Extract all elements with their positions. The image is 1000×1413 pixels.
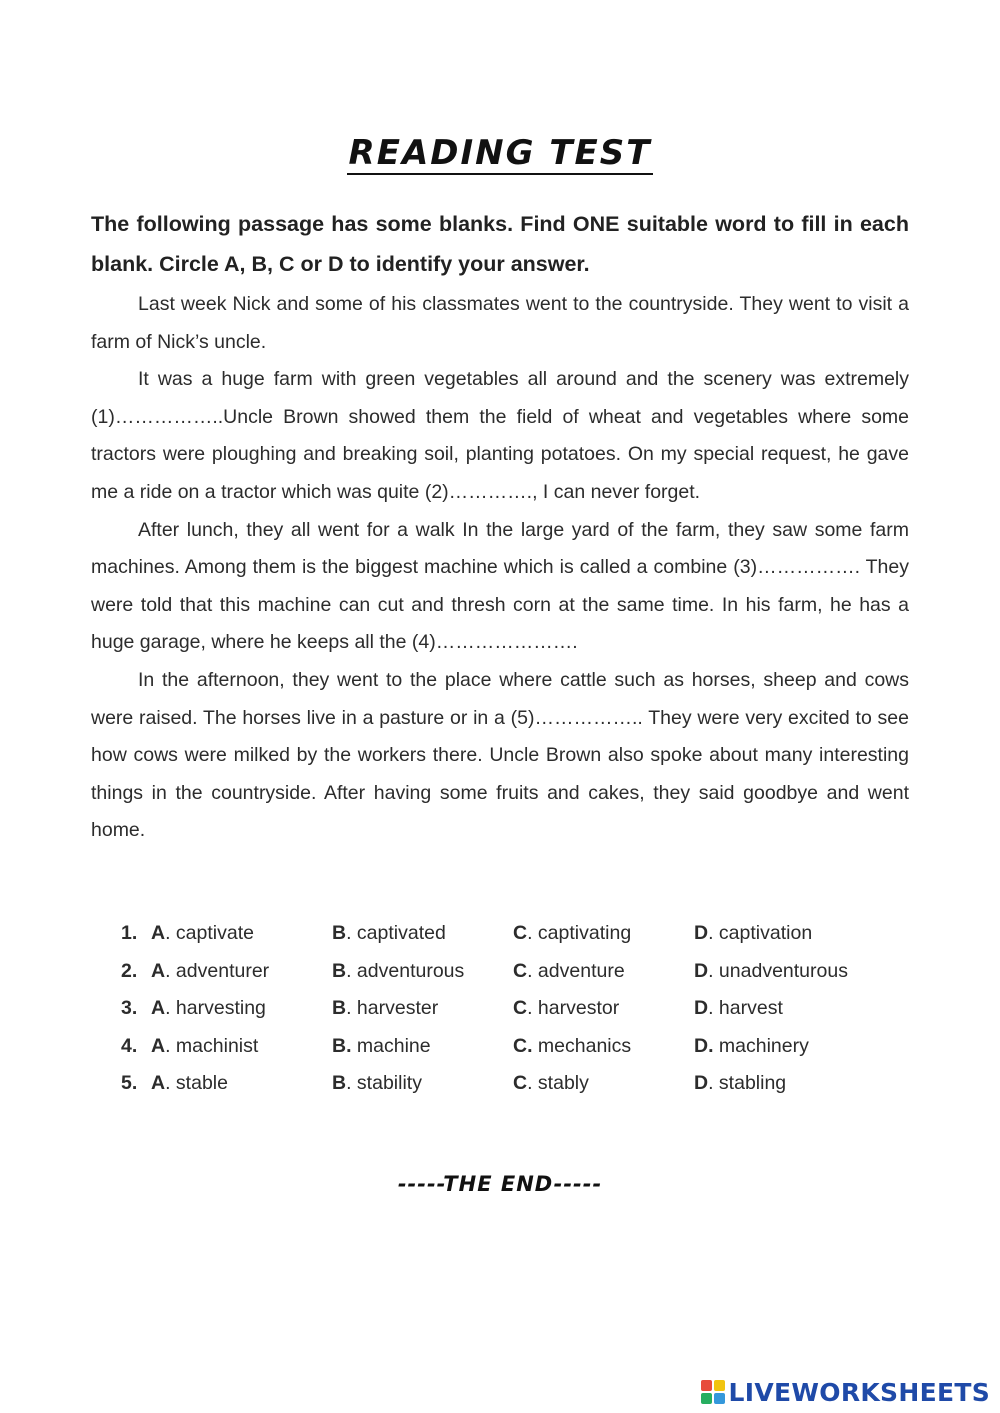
option-c[interactable]: C. harvestor — [513, 997, 620, 1020]
page-title: READING TEST — [348, 133, 652, 173]
option-c[interactable]: C. adventure — [513, 959, 625, 982]
logo-square — [701, 1380, 712, 1391]
reading-passage — [91, 286, 909, 850]
question-number: 1. — [121, 922, 138, 944]
option-a[interactable]: A. stable — [151, 1072, 228, 1095]
instructions: The following passage has some blanks. Find ONE suitable word to fill in each blank. Circle A, B, C or D to identify your answer. — [91, 212, 909, 276]
liveworksheets-logo-icon — [701, 1380, 725, 1404]
option-d[interactable]: D. captivation — [694, 922, 813, 944]
question-row — [121, 953, 921, 991]
question-row — [121, 990, 921, 1028]
option-b[interactable]: B. adventurous — [332, 959, 465, 982]
passage-paragraph: In the afternoon, they went to the place where cattle such as horses, sheep and cows were raised. The horses live in a pasture or in a (5)…………….. They were very excited to see how cows were milked by the workers there. Uncle Brown also spoke about many interesting things in the countryside. After having some fruits and cakes, they said goodbye and went home. — [91, 668, 909, 842]
title-block — [0, 133, 1000, 175]
option-c[interactable]: C. mechanics — [513, 1034, 632, 1057]
option-a[interactable]: A. machinist — [151, 1034, 259, 1057]
option-a[interactable]: A. adventurer — [151, 959, 270, 982]
option-d[interactable]: D. unadventurous — [694, 959, 848, 982]
liveworksheets-brand[interactable] — [701, 1377, 990, 1407]
question-number: 5. — [121, 1072, 138, 1095]
logo-square — [714, 1393, 725, 1404]
logo-square — [701, 1393, 712, 1404]
option-b[interactable]: B. captivated — [332, 922, 446, 944]
passage-paragraph: Last week Nick and some of his classmates went to the countryside. They went to visit a farm of Nick’s uncle. — [91, 293, 909, 353]
logo-square — [714, 1380, 725, 1391]
option-c[interactable]: C. stably — [513, 1072, 589, 1095]
question-row — [121, 1065, 921, 1103]
question-row — [121, 1028, 921, 1066]
question-number: 2. — [121, 959, 138, 982]
question-number: 4. — [121, 1034, 138, 1057]
end-marker: -----THE END----- — [397, 1172, 603, 1196]
passage-paragraph: It was a huge farm with green vegetables all around and the scenery was extremely (1)……………..Uncle Brown showed them the field of wheat and vegetables where some tractors were ploughing and breaking soil, planting potatoes. On my special request, he gave me a ride on a tractor which was quite (2)…………., I can never forget. — [91, 368, 909, 503]
passage-paragraph: After lunch, they all went for a walk In the large yard of the farm, they saw some farm machines. Among them is the biggest machine which is called a combine (3)……………. They were told that this machine can cut and thresh corn at the same time. In his farm, he has a huge garage, where he keeps all the (4)…………………. — [91, 518, 909, 654]
question-number: 3. — [121, 997, 138, 1020]
option-b[interactable]: B. harvester — [332, 997, 439, 1020]
option-a[interactable]: A. harvesting — [151, 997, 266, 1020]
option-c[interactable]: C. captivating — [513, 922, 632, 944]
option-d[interactable]: D. stabling — [694, 1072, 787, 1095]
option-a[interactable]: A. captivate — [151, 922, 254, 944]
option-b[interactable]: B. stability — [332, 1072, 422, 1095]
option-d[interactable]: D. machinery — [694, 1034, 809, 1057]
question-row — [121, 915, 921, 953]
brand-name: LIVEWORKSHEETS — [728, 1377, 990, 1407]
option-b[interactable]: B. machine — [332, 1034, 431, 1057]
option-d[interactable]: D. harvest — [694, 997, 783, 1020]
answer-options — [121, 915, 921, 1103]
